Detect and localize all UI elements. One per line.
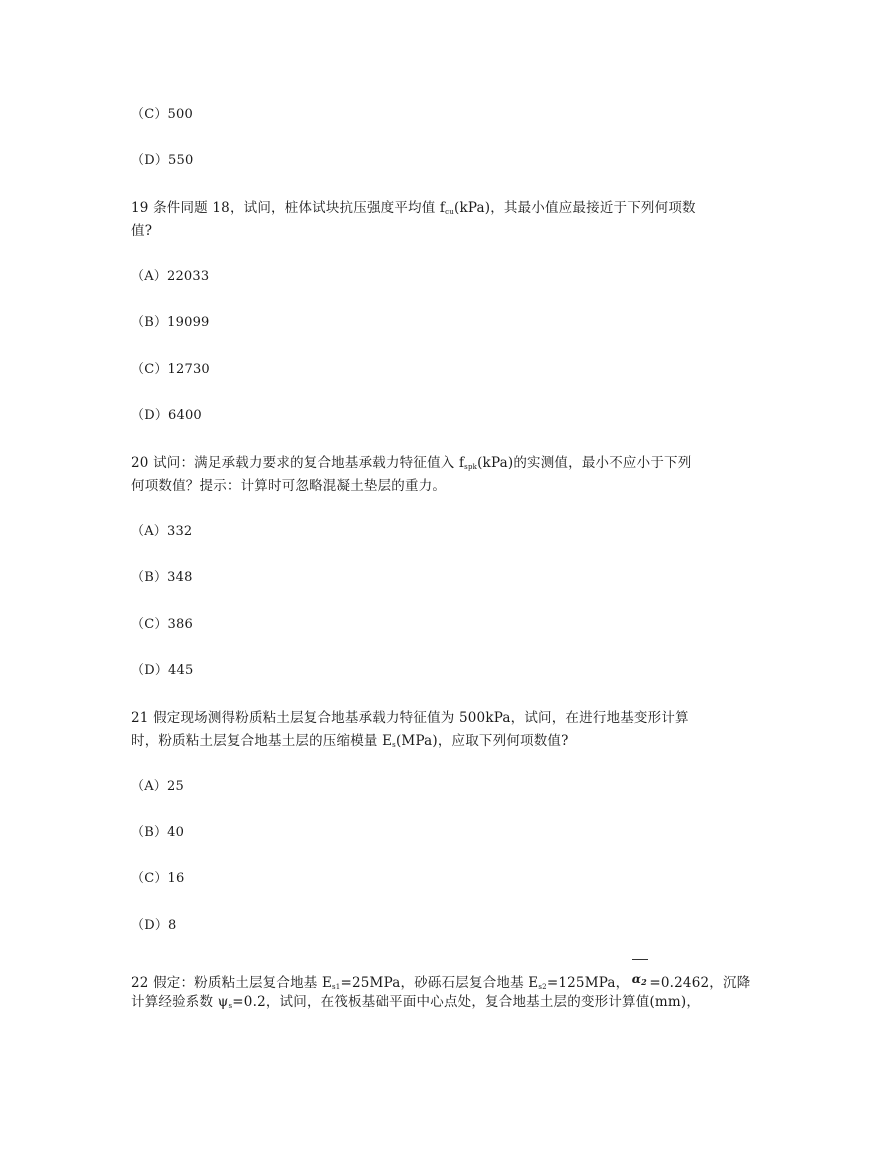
q20-text-line2: 何项数值？提示：计算时可忽略混凝土垫层的重力。 (131, 478, 447, 494)
q21-option-a: （A）25 (131, 779, 184, 794)
q19-option-c: （C）12730 (131, 362, 210, 377)
q21-option-b: （B）40 (131, 825, 185, 840)
q20-option-d: （D）445 (131, 663, 194, 678)
q19-text-pre: 19 条件同题 18，试问，桩体试块抗压强度平均值 f (131, 200, 446, 216)
q18-option-d: （D）550 (131, 153, 194, 168)
q21-subscript: s (392, 741, 396, 749)
q19-subscript: cu (445, 208, 454, 216)
q19-text-line2: 值? (131, 223, 153, 239)
q20-text-pre: 20 试问：满足承载力要求的复合地基承载力特征值入 f (131, 455, 465, 471)
q18-option-c: （C）500 (131, 107, 193, 122)
q22-text-line2 (131, 992, 700, 1012)
q22-text-d: =0.2462，沉降 (649, 975, 751, 991)
q22-text-b: =25MPa，砂砾石层复合地基 E (340, 975, 539, 991)
q20-option-a: （A）332 (131, 524, 193, 539)
alpha-subscript: 2 (641, 977, 647, 987)
q20-text-line1 (131, 453, 691, 473)
alpha-letter: α (631, 972, 642, 986)
q22-text-line1 (131, 969, 750, 993)
q20-subscript: spk (464, 463, 478, 471)
q19-text-line1 (131, 198, 696, 218)
q19-text-post: (kPa)，其最小值应最接近于下列何项数 (453, 200, 696, 216)
q20-option-b: （B）348 (131, 570, 193, 585)
q21-text-pre: 时，粉质粘土层复合地基土层的压缩模量 E (131, 733, 393, 749)
q22-subscript-s1: s1 (332, 983, 341, 991)
q22-text-c: =125MPa， (546, 975, 630, 991)
q20-text-post: (kPa)的实测值，最小不应小于下列 (477, 455, 692, 471)
q22-subscript-psi: s (228, 1002, 233, 1010)
q21-text-post: (MPa)，应取下列何项数值? (395, 733, 569, 749)
q20-option-c: （C）386 (131, 617, 193, 632)
q22-subscript-s2: s2 (538, 983, 547, 991)
q19-option-b: （B）19099 (131, 315, 210, 330)
q22-text-a: 22 假定：粉质粘土层复合地基 E (131, 975, 333, 991)
q19-option-a: （A）22033 (131, 269, 210, 284)
alpha-bar-symbol (629, 969, 649, 992)
q19-option-d: （D）6400 (131, 408, 202, 423)
q22-text-line2-b: =0.2，试问，在筏板基础平面中心点处，复合地基土层的变形计算值(mm)， (232, 994, 701, 1010)
q21-option-c: （C）16 (131, 871, 185, 886)
overline-bar (632, 959, 648, 960)
q21-text-line2 (131, 731, 569, 751)
q21-text-line1: 21 假定现场测得粉质粘土层复合地基承载力特征值为 500kPa，试问，在进行地基变形计算 (131, 710, 689, 726)
q21-option-d: （D）8 (131, 918, 177, 933)
q22-text-line2-a: 计算经验系数 ψ (131, 994, 229, 1010)
